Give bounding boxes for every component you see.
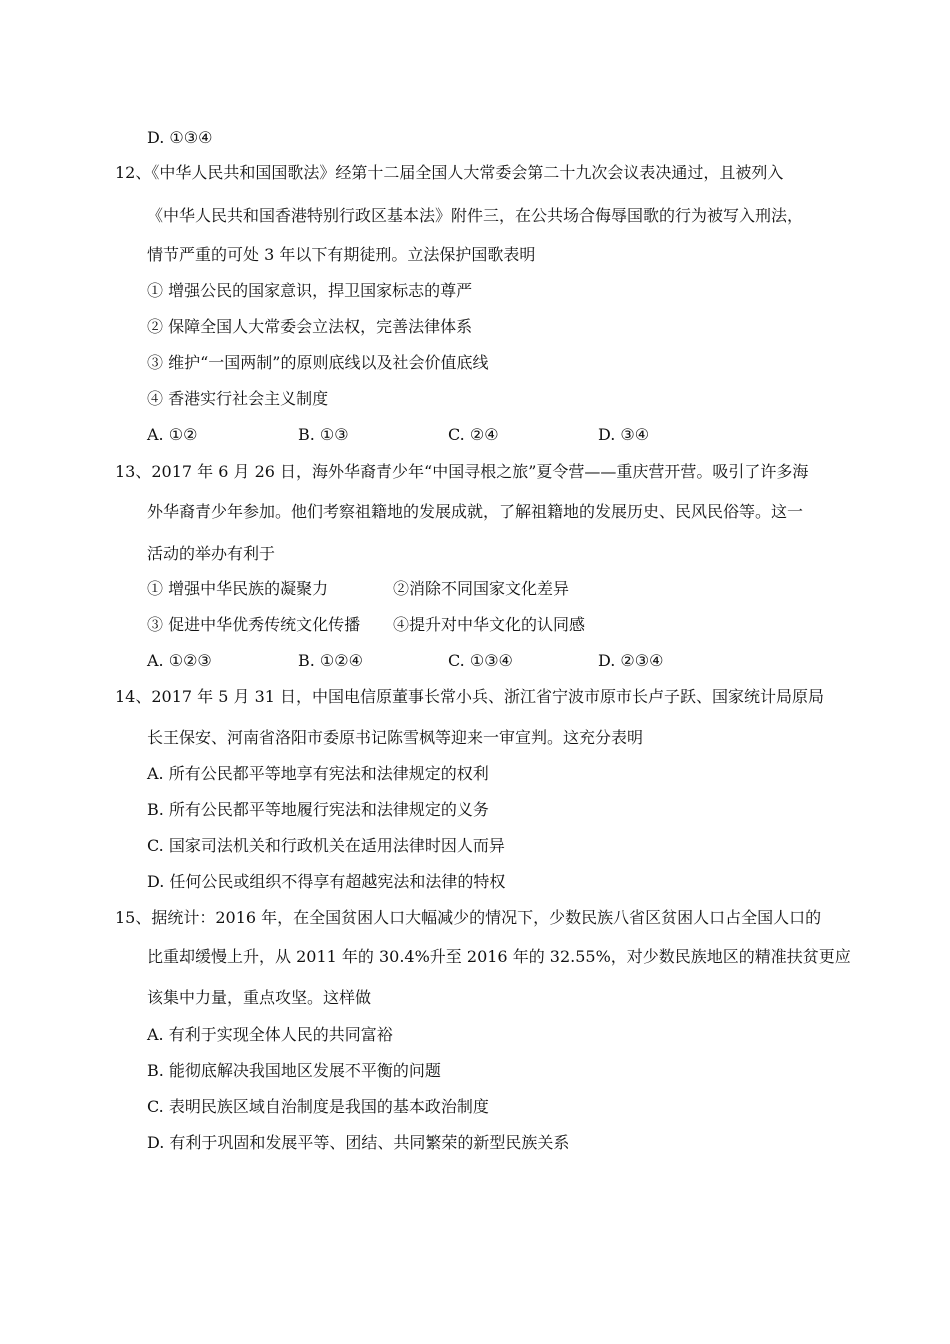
q13-stem-line-1: 13、2017 年 6 月 26 日，海外华裔青少年“中国寻根之旅”夏令营——重庆营开营。吸引了许多海: [115, 462, 809, 481]
q13-option-a[interactable]: A. ①②③: [147, 651, 212, 670]
q13-stem-line-3: 活动的举办有利于: [147, 544, 276, 563]
q12-item-1: ① 增强公民的国家意识，捍卫国家标志的尊严: [147, 281, 473, 300]
q14-option-b[interactable]: B. 所有公民都平等地履行宪法和法律规定的义务: [147, 800, 489, 819]
q14-stem-line-2: 长王保安、河南省洛阳市委原书记陈雪枫等迎来一审宣判。这充分表明: [147, 728, 644, 747]
q12-item-2: ② 保障全国人大常委会立法权，完善法律体系: [147, 317, 473, 336]
q12-stem-line-3: 情节严重的可处 3 年以下有期徒刑。立法保护国歌表明: [147, 245, 536, 264]
q15-option-b[interactable]: B. 能彻底解决我国地区发展不平衡的问题: [147, 1061, 441, 1080]
q13-item-1: ① 增强中华民族的凝聚力: [147, 579, 329, 598]
q12-stem-line-1: 12、《中华人民共和国国歌法》经第十二届全国人大常委会第二十九次会议表决通过，且被列入: [115, 163, 784, 182]
q14-option-d[interactable]: D. 任何公民或组织不得享有超越宪法和法律的特权: [147, 872, 506, 891]
q12-option-a[interactable]: A. ①②: [147, 425, 198, 444]
q15-option-d[interactable]: D. 有利于巩固和发展平等、团结、共同繁荣的新型民族关系: [147, 1133, 570, 1152]
q13-option-c[interactable]: C. ①③④: [448, 651, 513, 670]
q15-stem-line-1: 15、据统计：2016 年，在全国贫困人口大幅减少的情况下，少数民族八省区贫困人口占全国人口的: [115, 908, 822, 927]
q12-option-c[interactable]: C. ②④: [448, 425, 499, 444]
q15-stem-line-3: 该集中力量，重点攻坚。这样做: [147, 988, 372, 1007]
q13-item-4: ④提升对中华文化的认同感: [393, 615, 586, 634]
q13-option-b[interactable]: B. ①②④: [298, 651, 363, 670]
q13-item-2: ②消除不同国家文化差异: [393, 579, 570, 598]
q11-option-d[interactable]: D. ①③④: [147, 128, 213, 147]
q15-option-c[interactable]: C. 表明民族区域自治制度是我国的基本政治制度: [147, 1097, 489, 1116]
q12-stem-line-2: 《中华人民共和国香港特别行政区基本法》附件三，在公共场合侮辱国歌的行为被写入刑法，: [147, 206, 804, 225]
q13-item-3: ③ 促进中华优秀传统文化传播: [147, 615, 361, 634]
q15-stem-line-2: 比重却缓慢上升，从 2011 年的 30.4%升至 2016 年的 32.55%，对少数民族地区的精准扶贫更应: [147, 947, 851, 966]
q12-item-4: ④ 香港实行社会主义制度: [147, 389, 329, 408]
q13-stem-line-2: 外华裔青少年参加。他们考察祖籍地的发展成就，了解祖籍地的发展历史、民风民俗等。这一: [147, 502, 804, 521]
q14-stem-line-1: 14、2017 年 5 月 31 日，中国电信原董事长常小兵、浙江省宁波市原市长卢子跃、国家统计局原局: [115, 687, 825, 706]
q14-option-a[interactable]: A. 所有公民都平等地享有宪法和法律规定的权利: [147, 764, 489, 783]
q15-option-a[interactable]: A. 有利于实现全体人民的共同富裕: [147, 1025, 393, 1044]
q14-option-c[interactable]: C. 国家司法机关和行政机关在适用法律时因人而异: [147, 836, 505, 855]
q12-option-b[interactable]: B. ①③: [298, 425, 349, 444]
q13-option-d[interactable]: D. ②③④: [598, 651, 664, 670]
q12-item-3: ③ 维护“一国两制”的原则底线以及社会价值底线: [147, 353, 489, 372]
q12-option-d[interactable]: D. ③④: [598, 425, 650, 444]
